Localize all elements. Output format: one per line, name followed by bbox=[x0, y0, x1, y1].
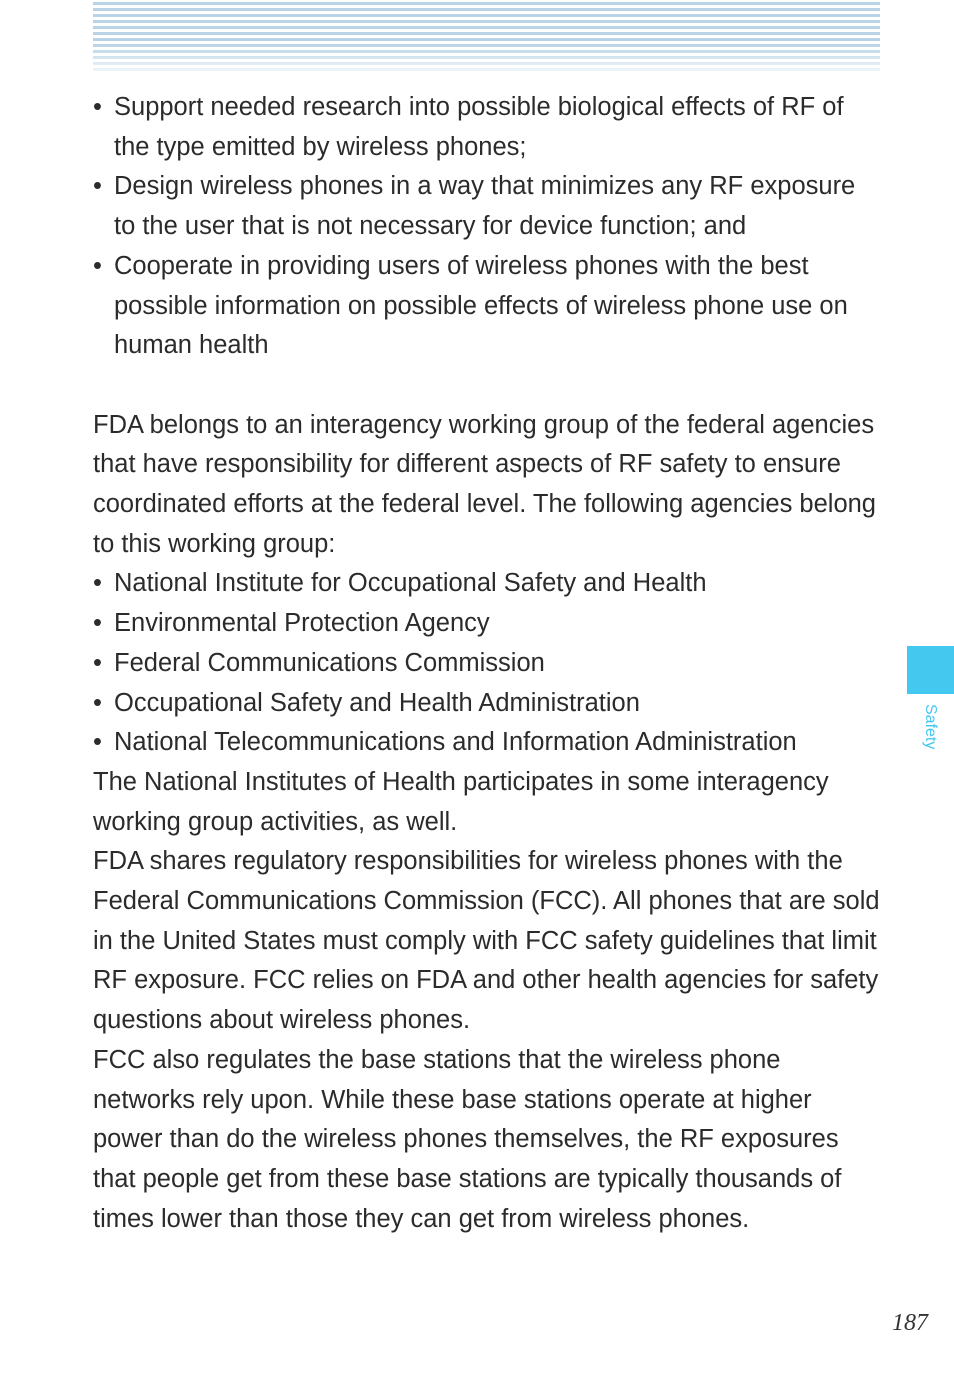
agency-item: • Environmental Protection Agency bbox=[93, 604, 883, 644]
page-number: 187 bbox=[892, 1310, 928, 1336]
section-tab-label: Safety bbox=[922, 704, 939, 750]
paragraph-fcc-base: FCC also regulates the base stations that the wireless phone networks rely upon. While these base stations operate at higher power than do the wireless phones themselves, the RF exposures that people get from these base stations are typically thousands of times lower than those they can get from wireless phones. bbox=[93, 1045, 842, 1233]
agency-item: • Federal Communications Commission bbox=[93, 644, 883, 684]
paragraph-intro: FDA belongs to an interagency working group of the federal agencies that have responsibility for different aspects of RF safety to ensure coordinated efforts at the federal level. The following agencies belong to this working group: bbox=[93, 410, 876, 558]
agency-item: • Occupational Safety and Health Administration bbox=[93, 684, 883, 724]
list-item: • Cooperate in providing users of wireless phones with the best possible information on possible effects of wireless phone use on human health bbox=[93, 247, 883, 366]
list-item: • Design wireless phones in a way that minimizes any RF exposure to the user that is not necessary for device function; and bbox=[93, 167, 883, 246]
paragraph-nih: The National Institutes of Health participates in some interagency working group activities, as well. bbox=[93, 767, 829, 836]
section-tab-marker bbox=[907, 646, 954, 694]
paragraph-fcc-shares: FDA shares regulatory responsibilities for wireless phones with the Federal Communications Commission (FCC). All phones that are sold in the United States must comply with FCC safety guidelines that limit RF exposure. FCC relies on FDA and other health agencies for safety questions about wireless phones. bbox=[93, 847, 880, 1035]
agency-item: • National Institute for Occupational Safety and Health bbox=[93, 564, 883, 604]
page-content bbox=[93, 88, 883, 1239]
list-item: • Support needed research into possible biological effects of RF of the type emitted by wireless phones; bbox=[93, 88, 883, 167]
spacer bbox=[93, 366, 883, 406]
header-stripe-bar bbox=[93, 2, 880, 74]
agency-item: • National Telecommunications and Information Administration bbox=[93, 723, 883, 763]
